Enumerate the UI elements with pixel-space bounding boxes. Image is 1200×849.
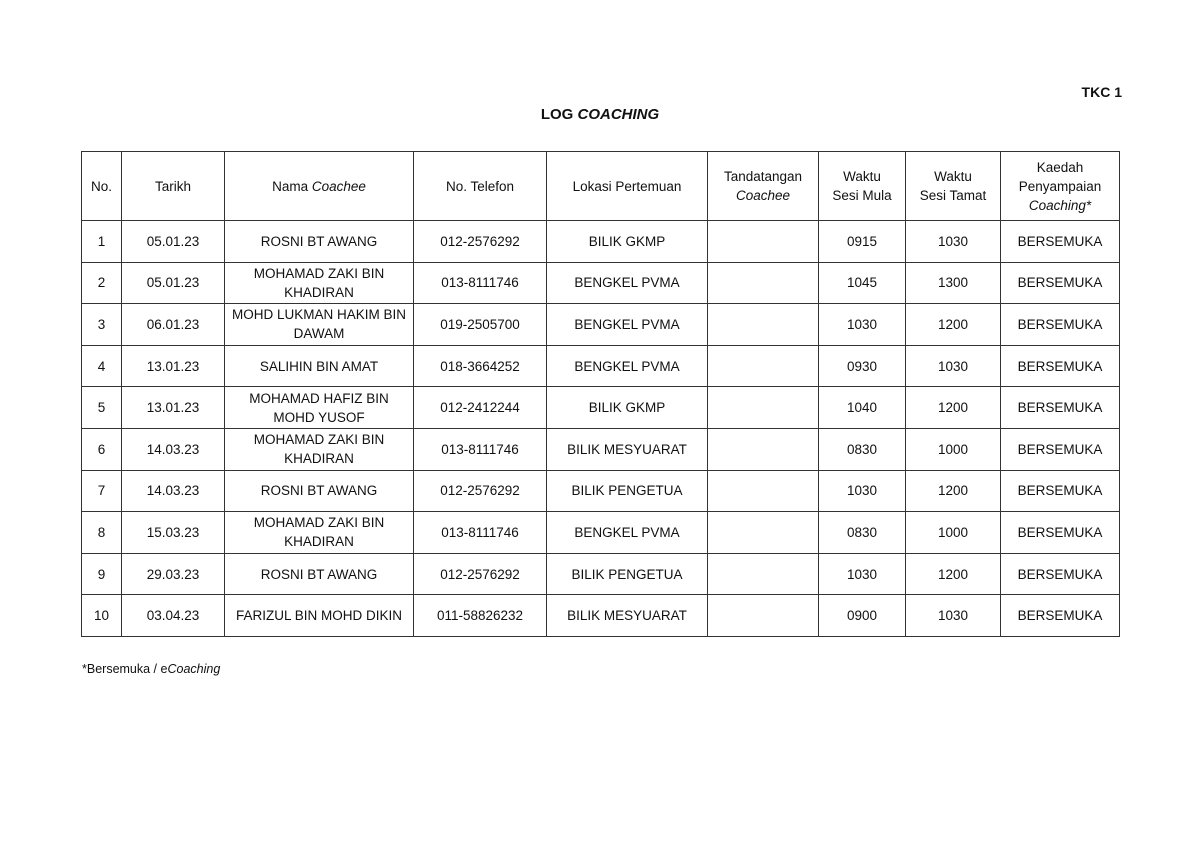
cell-phone: 012-2576292 [414, 470, 547, 512]
cell-name: MOHAMAD ZAKI BIN KHADIRAN [225, 428, 414, 470]
header-mula-line1: Waktu [843, 169, 881, 184]
cell-location: BILIK MESYUARAT [547, 595, 708, 637]
cell-location: BILIK GKMP [547, 387, 708, 429]
cell-no: 2 [82, 262, 122, 304]
cell-start-time: 1040 [819, 387, 906, 429]
cell-method: BERSEMUKA [1001, 262, 1120, 304]
cell-no: 3 [82, 304, 122, 346]
cell-no: 10 [82, 595, 122, 637]
header-tandatangan-text: Tandatangan [723, 169, 803, 184]
header-tandatangan-italic: Coachee [735, 188, 791, 203]
cell-date: 15.03.23 [122, 512, 225, 554]
cell-start-time: 0915 [819, 221, 906, 263]
cell-date: 14.03.23 [122, 428, 225, 470]
table-row [82, 595, 1120, 637]
cell-start-time: 1045 [819, 262, 906, 304]
cell-start-time: 1030 [819, 470, 906, 512]
cell-name: MOHAMAD ZAKI BIN KHADIRAN [225, 512, 414, 554]
cell-date: 06.01.23 [122, 304, 225, 346]
coaching-log-table [81, 151, 1120, 637]
cell-location: BENGKEL PVMA [547, 262, 708, 304]
cell-method: BERSEMUKA [1001, 304, 1120, 346]
header-tamat-line2: Sesi Tamat [919, 188, 987, 203]
table-row [82, 470, 1120, 512]
cell-signature [708, 304, 819, 346]
cell-location: BENGKEL PVMA [547, 512, 708, 554]
cell-method: BERSEMUKA [1001, 470, 1120, 512]
cell-signature [708, 512, 819, 554]
cell-location: BILIK PENGETUA [547, 553, 708, 595]
cell-signature [708, 428, 819, 470]
cell-end-time: 1200 [906, 304, 1001, 346]
header-waktu-mula [819, 152, 906, 221]
cell-end-time: 1030 [906, 595, 1001, 637]
header-lokasi: Lokasi Pertemuan [547, 152, 708, 221]
cell-no: 1 [82, 221, 122, 263]
cell-no: 4 [82, 345, 122, 387]
cell-date: 05.01.23 [122, 262, 225, 304]
header-mula-line2: Sesi Mula [832, 188, 892, 203]
cell-signature [708, 221, 819, 263]
header-kaedah-italic: Coaching* [1028, 197, 1092, 213]
cell-phone: 012-2576292 [414, 221, 547, 263]
cell-location: BILIK MESYUARAT [547, 428, 708, 470]
cell-method: BERSEMUKA [1001, 428, 1120, 470]
footnote-text: *Bersemuka / e [82, 662, 168, 676]
cell-location: BENGKEL PVMA [547, 345, 708, 387]
cell-start-time: 0830 [819, 428, 906, 470]
header-kaedah [1001, 152, 1120, 221]
cell-phone: 018-3664252 [414, 345, 547, 387]
header-nama-text: Nama [272, 178, 312, 194]
header-waktu-tamat [906, 152, 1001, 221]
cell-date: 03.04.23 [122, 595, 225, 637]
cell-name: ROSNI BT AWANG [225, 470, 414, 512]
cell-start-time: 1030 [819, 553, 906, 595]
table-row [82, 512, 1120, 554]
cell-name: SALIHIN BIN AMAT [225, 345, 414, 387]
cell-end-time: 1200 [906, 553, 1001, 595]
table-row [82, 345, 1120, 387]
cell-end-time: 1030 [906, 345, 1001, 387]
cell-signature [708, 595, 819, 637]
table-row [82, 262, 1120, 304]
cell-location: BILIK GKMP [547, 221, 708, 263]
cell-location: BENGKEL PVMA [547, 304, 708, 346]
cell-end-time: 1030 [906, 221, 1001, 263]
table-row [82, 553, 1120, 595]
cell-no: 5 [82, 387, 122, 429]
cell-name: ROSNI BT AWANG [225, 221, 414, 263]
footnote-italic: Coaching [167, 662, 221, 676]
cell-name: MOHD LUKMAN HAKIM BIN DAWAM [225, 304, 414, 346]
table-row [82, 387, 1120, 429]
cell-phone: 013-8111746 [414, 428, 547, 470]
header-no: No. [82, 152, 122, 221]
header-telefon: No. Telefon [414, 152, 547, 221]
cell-start-time: 1030 [819, 304, 906, 346]
title-italic: COACHING [577, 106, 660, 123]
header-kaedah-line1: Kaedah [1036, 159, 1084, 175]
header-tarikh: Tarikh [122, 152, 225, 221]
cell-start-time: 0830 [819, 512, 906, 554]
cell-end-time: 1300 [906, 262, 1001, 304]
header-nama [225, 152, 414, 221]
header-kaedah-line2: Penyampaian [1018, 178, 1102, 194]
header-nama-italic: Coachee [311, 178, 366, 194]
cell-name: FARIZUL BIN MOHD DIKIN [225, 595, 414, 637]
cell-date: 13.01.23 [122, 387, 225, 429]
cell-no: 8 [82, 512, 122, 554]
cell-phone: 013-8111746 [414, 512, 547, 554]
header-tamat-line1: Waktu [934, 169, 972, 184]
cell-name: MOHAMAD HAFIZ BIN MOHD YUSOF [225, 387, 414, 429]
document-code: TKC 1 [1081, 84, 1122, 100]
cell-signature [708, 345, 819, 387]
cell-method: BERSEMUKA [1001, 221, 1120, 263]
table-row [82, 304, 1120, 346]
cell-date: 05.01.23 [122, 221, 225, 263]
cell-date: 14.03.23 [122, 470, 225, 512]
cell-start-time: 0900 [819, 595, 906, 637]
cell-name: MOHAMAD ZAKI BIN KHADIRAN [225, 262, 414, 304]
cell-no: 6 [82, 428, 122, 470]
cell-phone: 011-58826232 [414, 595, 547, 637]
title-plain: LOG [540, 106, 578, 123]
cell-phone: 013-8111746 [414, 262, 547, 304]
table-row [82, 428, 1120, 470]
cell-end-time: 1200 [906, 470, 1001, 512]
cell-no: 7 [82, 470, 122, 512]
cell-method: BERSEMUKA [1001, 595, 1120, 637]
cell-signature [708, 387, 819, 429]
cell-end-time: 1000 [906, 512, 1001, 554]
cell-method: BERSEMUKA [1001, 512, 1120, 554]
cell-name: ROSNI BT AWANG [225, 553, 414, 595]
cell-signature [708, 470, 819, 512]
cell-signature [708, 553, 819, 595]
cell-date: 29.03.23 [122, 553, 225, 595]
cell-method: BERSEMUKA [1001, 345, 1120, 387]
cell-signature [708, 262, 819, 304]
footnote [82, 662, 220, 676]
cell-date: 13.01.23 [122, 345, 225, 387]
page-title [0, 106, 1200, 123]
cell-phone: 019-2505700 [414, 304, 547, 346]
header-tandatangan [708, 152, 819, 221]
cell-method: BERSEMUKA [1001, 387, 1120, 429]
cell-end-time: 1200 [906, 387, 1001, 429]
cell-start-time: 0930 [819, 345, 906, 387]
table-row [82, 221, 1120, 263]
cell-method: BERSEMUKA [1001, 553, 1120, 595]
header-row [82, 152, 1120, 221]
cell-phone: 012-2412244 [414, 387, 547, 429]
cell-no: 9 [82, 553, 122, 595]
cell-end-time: 1000 [906, 428, 1001, 470]
cell-location: BILIK PENGETUA [547, 470, 708, 512]
cell-phone: 012-2576292 [414, 553, 547, 595]
